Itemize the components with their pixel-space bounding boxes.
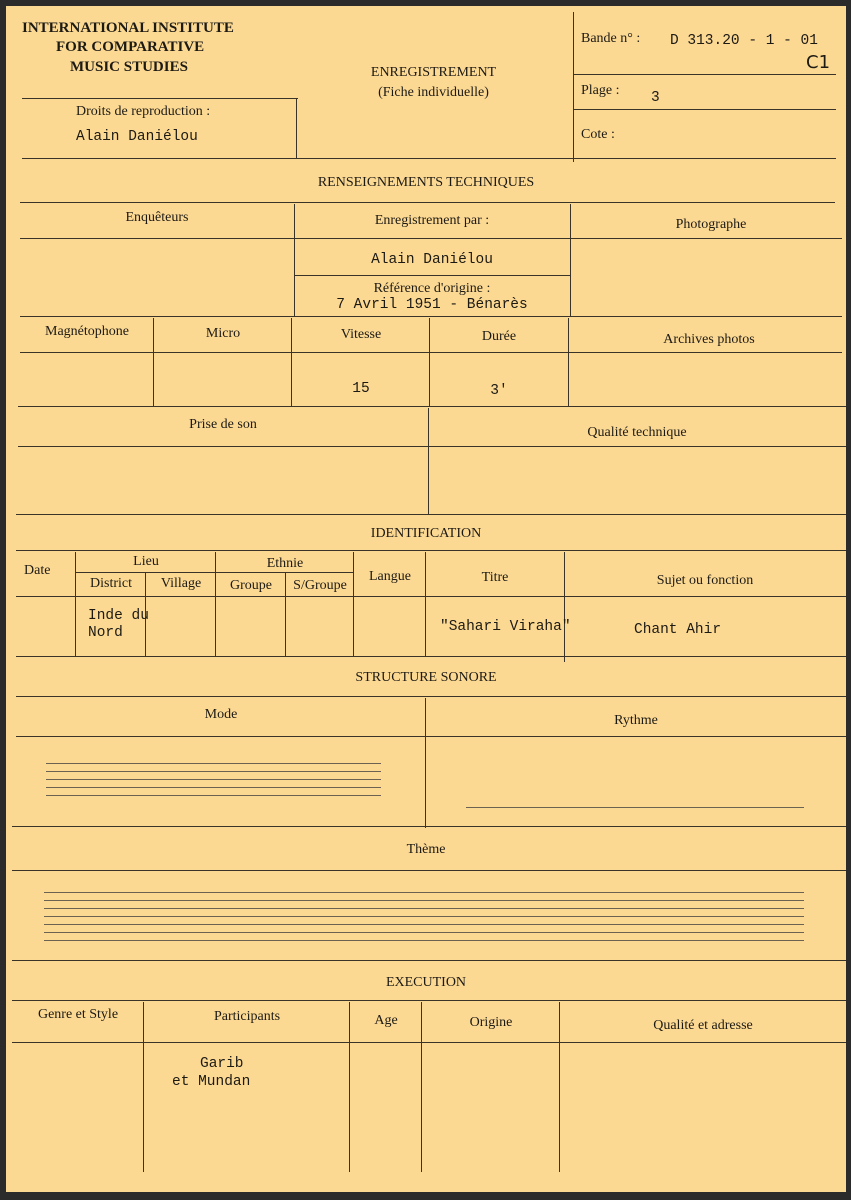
ident-divider-3: [215, 552, 216, 656]
theme-line-1: [44, 892, 804, 893]
recorded-by-value[interactable]: Alain Daniélou: [371, 252, 493, 268]
ident-divider-7: [564, 552, 565, 662]
exec-divider-4: [559, 1002, 560, 1172]
track-value[interactable]: 3: [651, 90, 660, 106]
sound-divider: [428, 408, 429, 514]
equip-divider-4: [568, 318, 569, 406]
header-bottom-line: [22, 158, 836, 159]
subject-label: Sujet ou fonction: [656, 573, 754, 588]
date-label: Date: [24, 563, 51, 578]
subject-value[interactable]: Chant Ahir: [634, 622, 722, 638]
genre-label: Genre et Style: [37, 1007, 119, 1022]
execution-header-line: [12, 1042, 846, 1043]
rights-right-line: [296, 98, 297, 158]
equipment-header-line: [20, 352, 842, 353]
theme-top-line: [12, 826, 846, 827]
exec-divider-1: [143, 1002, 144, 1172]
participants-label: Participants: [213, 1009, 281, 1024]
ident-divider-6: [425, 552, 426, 656]
district-value-line-2[interactable]: Nord: [88, 625, 123, 641]
tech-col-divider-2: [570, 204, 571, 316]
cote-label: Cote :: [581, 127, 615, 142]
micro-label: Micro: [205, 326, 241, 341]
reference-top-line: [294, 275, 570, 276]
mode-line-5: [46, 795, 381, 796]
mode-line-4: [46, 787, 381, 788]
participants-value-line-2[interactable]: et Mundan: [172, 1074, 251, 1090]
technical-quality-label: Qualité technique: [587, 425, 687, 440]
theme-title-line: [12, 870, 846, 871]
language-label: Langue: [369, 569, 411, 584]
execution-title: EXECUTION: [385, 975, 467, 990]
theme-line-7: [44, 940, 804, 941]
district-value-line-1[interactable]: Inde du: [88, 608, 149, 624]
execution-title-line: [12, 1000, 846, 1001]
structure-top-line: [16, 656, 846, 657]
institute-name-line-3: MUSIC STUDIES: [70, 59, 188, 75]
duration-value[interactable]: 3': [490, 383, 508, 399]
record-card: [6, 6, 846, 1192]
quality-address-label: Qualité et adresse: [653, 1018, 753, 1033]
age-label: Age: [374, 1013, 398, 1028]
identification-title-line: [16, 550, 846, 551]
sound-top-line: [18, 406, 846, 407]
theme-line-5: [44, 924, 804, 925]
track-label: Plage :: [581, 83, 620, 98]
structure-title: STRUCTURE SONORE: [355, 670, 497, 685]
track-bottom-line: [573, 109, 836, 110]
ident-divider-1: [75, 552, 76, 656]
rights-value: Alain Daniélou: [76, 129, 198, 145]
identification-title: IDENTIFICATION: [370, 526, 482, 541]
ethnic-label: Ethnie: [266, 556, 304, 571]
tape-note: C1: [806, 52, 831, 73]
mode-line-3: [46, 779, 381, 780]
rhythm-label: Rythme: [614, 713, 658, 728]
equip-divider-1: [153, 318, 154, 406]
equipment-top-line: [20, 316, 842, 317]
recorded-by-label: Enregistrement par :: [374, 213, 490, 228]
mode-label: Mode: [204, 707, 238, 722]
sound-header-line: [18, 446, 846, 447]
ident-header-line: [16, 596, 846, 597]
title-label: Titre: [481, 570, 509, 585]
reference-value[interactable]: 7 Avril 1951 - Bénarès: [336, 297, 528, 313]
theme-title: Thème: [406, 842, 446, 857]
recorder-label: Magnétophone: [45, 324, 129, 339]
form-subtitle: (Fiche individuelle): [378, 85, 489, 100]
tape-bottom-line: [573, 74, 836, 75]
village-label: Village: [160, 576, 202, 591]
header-right-divider: [573, 12, 574, 162]
identification-top-line: [16, 514, 846, 515]
photo-archives-label: Archives photos: [663, 332, 755, 347]
theme-line-6: [44, 932, 804, 933]
title-value[interactable]: "Sahari Viraha": [440, 619, 571, 635]
duration-label: Durée: [481, 329, 517, 344]
reference-label: Référence d'origine :: [373, 281, 491, 296]
speed-label: Vitesse: [340, 327, 382, 342]
tape-number-label: Bande n° :: [581, 31, 641, 46]
rhythm-line: [466, 807, 804, 808]
place-label: Lieu: [133, 554, 159, 569]
group-label: Groupe: [230, 578, 272, 593]
mode-line-1: [46, 763, 381, 764]
speed-value[interactable]: 15: [352, 381, 370, 397]
rights-top-line: [22, 98, 298, 99]
origin-label: Origine: [469, 1015, 513, 1030]
sound-take-label: Prise de son: [189, 417, 257, 432]
theme-line-4: [44, 916, 804, 917]
district-label: District: [90, 576, 132, 591]
tech-title-line: [20, 202, 835, 203]
mode-line-2: [46, 771, 381, 772]
tech-section-title: RENSEIGNEMENTS TECHNIQUES: [317, 175, 535, 190]
execution-top-line: [12, 960, 846, 961]
institute-name-line-1: INTERNATIONAL INSTITUTE: [22, 20, 234, 36]
ident-divider-4: [285, 573, 286, 656]
subgroup-label: S/Groupe: [293, 578, 347, 593]
investigators-label: Enquêteurs: [125, 210, 189, 225]
exec-divider-2: [349, 1002, 350, 1172]
tech-header-line: [20, 238, 842, 239]
photographer-label: Photographe: [675, 217, 747, 232]
institute-name-line-2: FOR COMPARATIVE: [56, 39, 205, 55]
form-title: ENREGISTREMENT: [370, 65, 497, 80]
rights-label: Droits de reproduction :: [76, 104, 211, 119]
theme-line-3: [44, 908, 804, 909]
structure-divider: [425, 698, 426, 828]
structure-title-line: [16, 696, 846, 697]
participants-value-line-1[interactable]: Garib: [200, 1056, 244, 1072]
theme-line-2: [44, 900, 804, 901]
structure-header-line: [16, 736, 846, 737]
tape-number-value[interactable]: D 313.20 - 1 - 01: [670, 33, 818, 49]
ident-divider-5: [353, 552, 354, 656]
exec-divider-3: [421, 1002, 422, 1172]
